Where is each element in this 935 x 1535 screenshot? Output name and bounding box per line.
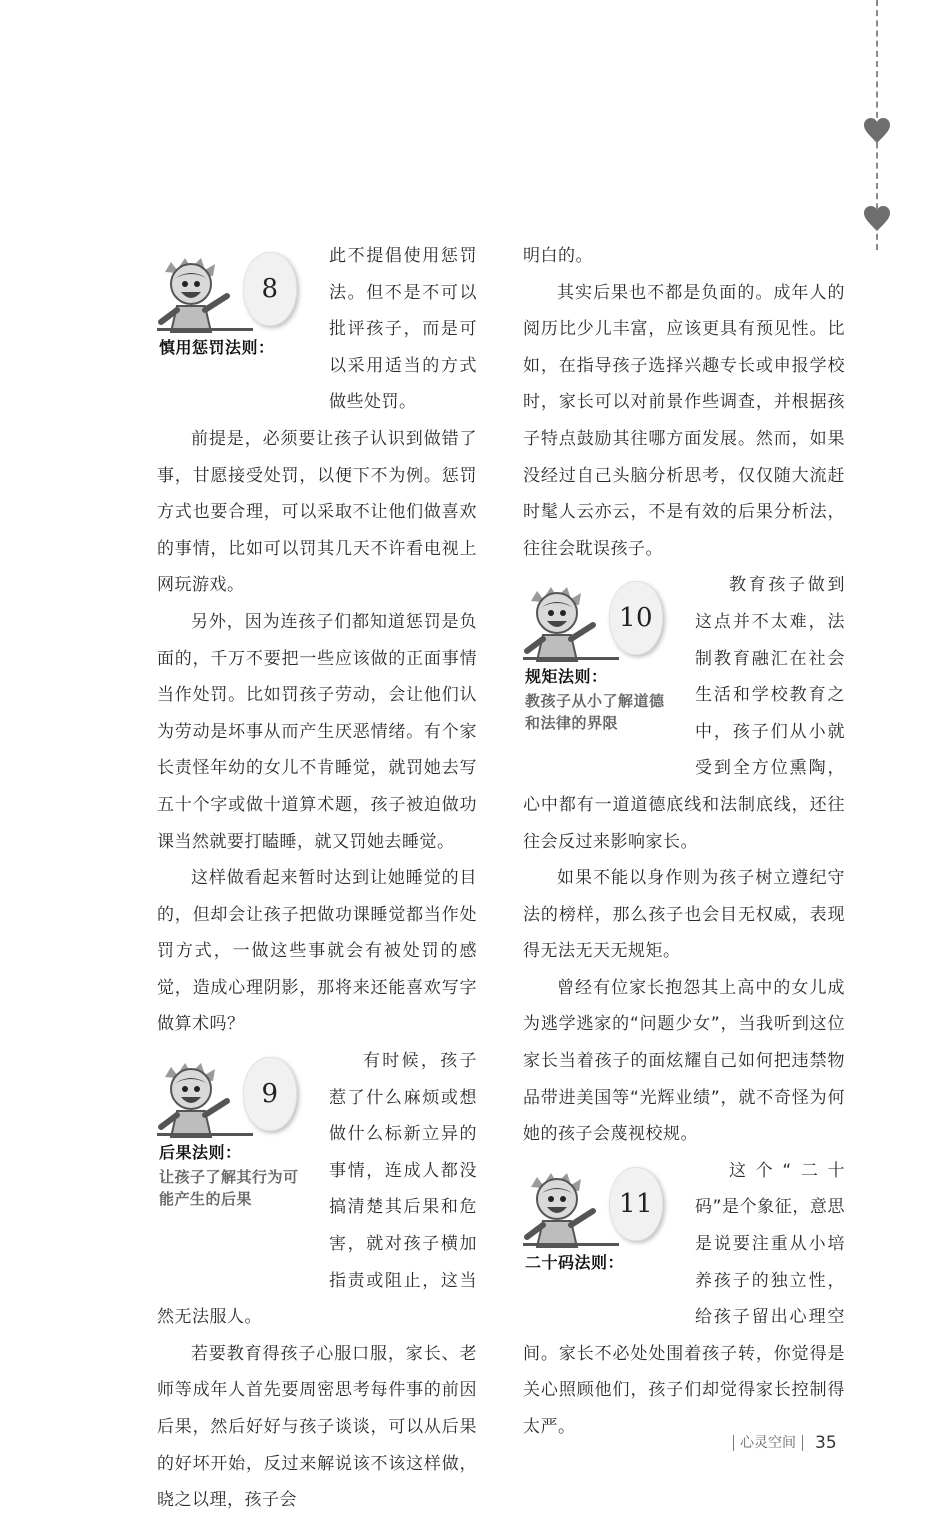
- footer-divider: [733, 1435, 734, 1451]
- ground-line: [157, 1133, 253, 1136]
- paragraph: 其实后果也不都是负面的。成年人的阅历比少儿丰富，应该更具有预见性。比如，在指导孩子选择兴趣专长或申报学校时，家长可以对前景作些调查，并根据孩子特点鼓励其往哪方面发展。然而，如果没经过自己头脑分析思考，仅仅随大流赶时髦人云亦云，不是有效的后果分析法，往往会耽误孩子。: [523, 282, 845, 559]
- footer-divider: [802, 1435, 803, 1451]
- heart-icon: [862, 116, 892, 146]
- rule-11-box: [523, 1153, 695, 1307]
- paragraph: 有时候，孩子惹了什么麻烦或想做什么标新立异的事情，连成人都没搞清楚其后果和危害，就对孩子横加指责或阻止，这当然无法服人。: [157, 1051, 477, 1328]
- cartoon-kid-icon: [523, 1165, 599, 1249]
- section-title: 心灵空间: [740, 1435, 796, 1451]
- paragraph: 明白的。: [523, 246, 593, 266]
- rule-10-box: [523, 567, 695, 757]
- left-column: [157, 238, 477, 1519]
- rule-title: 慎用惩罚法则：: [159, 340, 275, 357]
- ground-line: [523, 657, 619, 660]
- paragraph: 教育孩子做到这点并不太难，法制教育融汇在社会生活和学校教育之中，孩子们从小就受到全方位熏陶，心中都有一道道德底线和法制底线，还往往会反过来影响家长。: [523, 575, 845, 852]
- ground-line: [523, 1243, 619, 1246]
- paragraph: 此不提倡使用惩罚法。但不是不可以批评孩子，而是可以采用适当的方式做些处罚。: [329, 246, 477, 413]
- rule-number-badge: 9: [243, 1057, 297, 1131]
- heart-icon: [862, 204, 892, 234]
- rule-title: 后果法则：: [159, 1145, 242, 1163]
- rule-number-badge: 8: [243, 252, 297, 326]
- rule-number-badge: 10: [609, 581, 663, 655]
- rule-8-box: [157, 238, 329, 386]
- paragraph: 这样做看起来暂时达到让她睡觉的目的，但却会让孩子把做功课睡觉都当作处罚方式，一做这些事就会有被处罚的感觉，造成心理阴影，那将来还能喜欢写字做算术吗？: [157, 868, 477, 1035]
- rule-9-box: [157, 1043, 329, 1269]
- cartoon-kid-icon: [157, 1055, 233, 1139]
- rule-description: 让孩子了解其行为可能产生的后果: [159, 1169, 299, 1209]
- rule-description: 教孩子从小了解道德和法律的界限: [525, 693, 665, 733]
- page-number: 35: [815, 1433, 837, 1453]
- paragraph: 若要教育得孩子心服口服，家长、老师等成年人首先要周密思考每件事的前因后果，然后好好与孩子谈谈，可以从后果的好坏开始，反过来解说该不该这样做，晓之以理，孩子会: [157, 1343, 477, 1511]
- paragraph: 曾经有位家长抱怨其上高中的女儿成为逃学逃家的“问题少女”，当我听到这位家长当着孩子的面炫耀自己如何把违禁物品带进美国等“光辉业绩”，就不奇怪为何她的孩子会蔑视校规。: [523, 977, 845, 1145]
- right-column: [523, 238, 845, 1446]
- paragraph: 另外，因为连孩子们都知道惩罚是负面的，千万不要把一些应该做的正面事情当作处罚。比如罚孩子劳动，会让他们认为劳动是坏事从而产生厌恶情绪。有个家长责怪年幼的女儿不肯睡觉，就罚她去写五十个字或做十道算术题，孩子被迫做功课当然就要打瞌睡，就又罚她去睡觉。: [157, 611, 477, 852]
- cartoon-kid-icon: [157, 250, 233, 334]
- page-footer: [727, 1432, 837, 1453]
- paragraph: 如果不能以身作则为孩子树立遵纪守法的榜样，那么孩子也会目无权威，表现得无法无天无规矩。: [523, 868, 845, 962]
- paragraph: 前提是，必须要让孩子认识到做错了事，甘愿接受处罚，以便下不为例。惩罚方式也要合理，可以采取不让他们做喜欢的事情，比如可以罚其几天不许看电视上网玩游戏。: [157, 428, 477, 596]
- rule-number-badge: 11: [609, 1167, 663, 1241]
- cartoon-kid-icon: [523, 579, 599, 663]
- ground-line: [157, 328, 253, 331]
- rule-title: 二十码法则：: [525, 1254, 625, 1272]
- paragraph: 这个“二十码”是个象征，意思是说要注重从小培养孩子的独立性，给孩子留出心理空间。家长不必处处围着孩子转，你觉得是关心照顾他们，孩子们却觉得家长控制得太严。: [523, 1160, 845, 1437]
- rule-title: 规矩法则：: [525, 669, 608, 687]
